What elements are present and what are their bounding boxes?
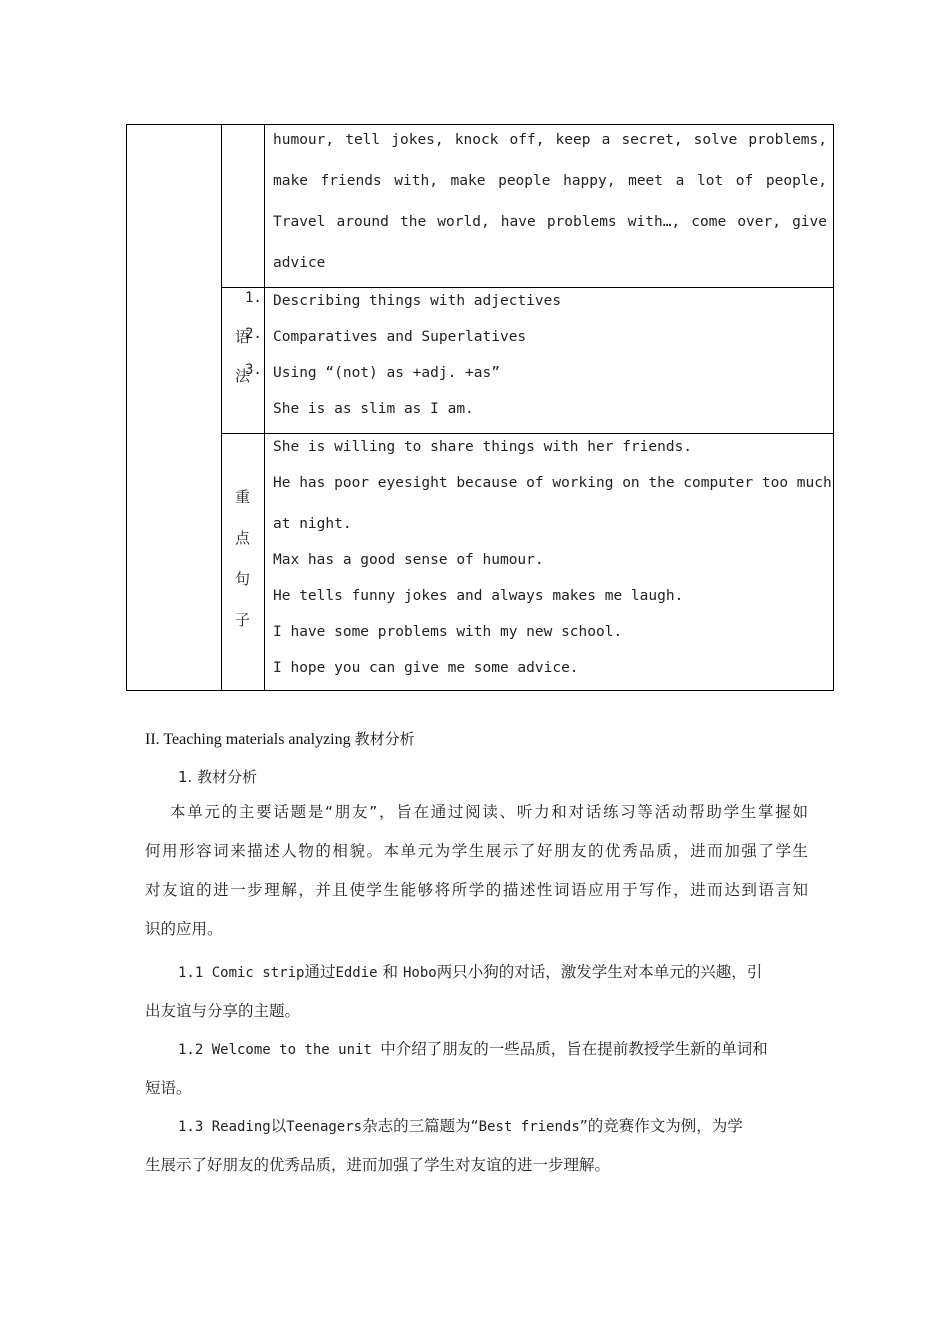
- paragraph-line: 识的应用。: [145, 920, 223, 938]
- key-sentences-label-char: 点: [235, 529, 251, 547]
- item-number: 1.2 Welcome to the unit: [178, 1042, 381, 1058]
- grammar-label-char: 语: [235, 328, 251, 346]
- phrases-line: advice: [273, 255, 326, 271]
- phrases-line: make friends with, make people happy, meet a lot of people,: [273, 173, 827, 189]
- grammar-number: 1.: [245, 290, 262, 306]
- paragraph-line: 生展示了好朋友的优秀品质，进而加强了学生对友谊的进一步理解。: [145, 1156, 611, 1174]
- intro-paragraph: [145, 799, 808, 955]
- paragraph-text: 以: [270, 1117, 287, 1135]
- item-number: 1.1 Comic strip: [178, 965, 305, 981]
- key-sentences-label-char: 句: [235, 570, 251, 588]
- paragraph-line: 本单元的主要话题是“朋友”，旨在通过阅读、听力和对话练习等活动帮助学生掌握如: [170, 803, 808, 821]
- phrases-line: Travel around the world, have problems with…, come over, give: [273, 214, 827, 230]
- sub-heading: 1. 教材分析: [178, 768, 258, 786]
- key-sentence: She is willing to share things with her friends.: [273, 439, 693, 455]
- paragraph-text: 中介绍了朋友的一些品质，旨在提前教授学生新的单词和: [380, 1040, 768, 1058]
- phrases-cell: [273, 126, 827, 290]
- grammar-item: Using “(not) as +adj. +as”: [273, 365, 500, 381]
- paragraph-text: 两只小狗的对话，激发学生对本单元的兴趣，引: [436, 963, 763, 981]
- paragraph-line: [145, 1036, 808, 1075]
- grammar-cell: [273, 291, 829, 435]
- paragraph-text: 和: [377, 963, 403, 981]
- grammar-number: 3.: [245, 362, 262, 378]
- key-sentence: Max has a good sense of humour.: [273, 552, 544, 568]
- paragraph-text: ”的竞赛作文为例，为学: [579, 1117, 743, 1135]
- name-eddie: Eddie: [335, 965, 378, 981]
- contest-title: Best friends: [478, 1119, 580, 1135]
- magazine-name: Teenagers: [286, 1119, 363, 1135]
- paragraph-line: [145, 1113, 808, 1152]
- paragraph-1-2: [145, 1036, 808, 1114]
- paragraph-text: 杂志的三篇题为“: [362, 1117, 479, 1135]
- column-divider: [264, 125, 265, 690]
- grammar-item: She is as slim as I am.: [273, 401, 474, 417]
- key-sentence: I hope you can give me some advice.: [273, 660, 579, 676]
- section-heading-en: II. Teaching materials analyzing: [145, 731, 355, 748]
- key-sentence: He has poor eyesight because of working on the computer too much: [273, 475, 832, 491]
- grammar-item: Comparatives and Superlatives: [273, 329, 527, 345]
- paragraph-line: 何用形容词来描述人物的相貌。本单元为学生展示了好朋友的优秀品质，进而加强了学生: [145, 842, 808, 860]
- item-number: 1.3 Reading: [178, 1119, 271, 1135]
- key-sentences-label-char: 重: [235, 488, 251, 506]
- paragraph-line: 短语。: [145, 1079, 192, 1097]
- key-sentence: He tells funny jokes and always makes me laugh.: [273, 588, 684, 604]
- paragraph-1-3: [145, 1113, 808, 1191]
- column-divider: [221, 125, 222, 690]
- paragraph-text: 通过: [304, 963, 336, 981]
- section-heading-cn: 教材分析: [354, 730, 415, 748]
- key-sentence: I have some problems with my new school.: [273, 624, 623, 640]
- key-sentence: at night.: [273, 516, 352, 532]
- section-heading: [145, 728, 415, 749]
- phrases-line: humour, tell jokes, knock off, keep a secret, solve problems,: [273, 132, 827, 148]
- paragraph-line: 对友谊的进一步理解，并且使学生能够将所学的描述性词语应用于写作，进而达到语言知: [145, 881, 808, 899]
- key-sentences-cell: [273, 437, 832, 694]
- grammar-item: Describing things with adjectives: [273, 293, 562, 309]
- key-sentences-label-char: 子: [235, 611, 251, 629]
- paragraph-line: [145, 959, 808, 998]
- vocabulary-grammar-table: [126, 124, 834, 691]
- paragraph-1-1: [145, 959, 808, 1037]
- grammar-number: 2.: [245, 326, 262, 342]
- name-hobo: Hobo: [402, 965, 437, 981]
- grammar-label-char: 法: [235, 367, 251, 385]
- paragraph-line: 出友谊与分享的主题。: [145, 1002, 301, 1020]
